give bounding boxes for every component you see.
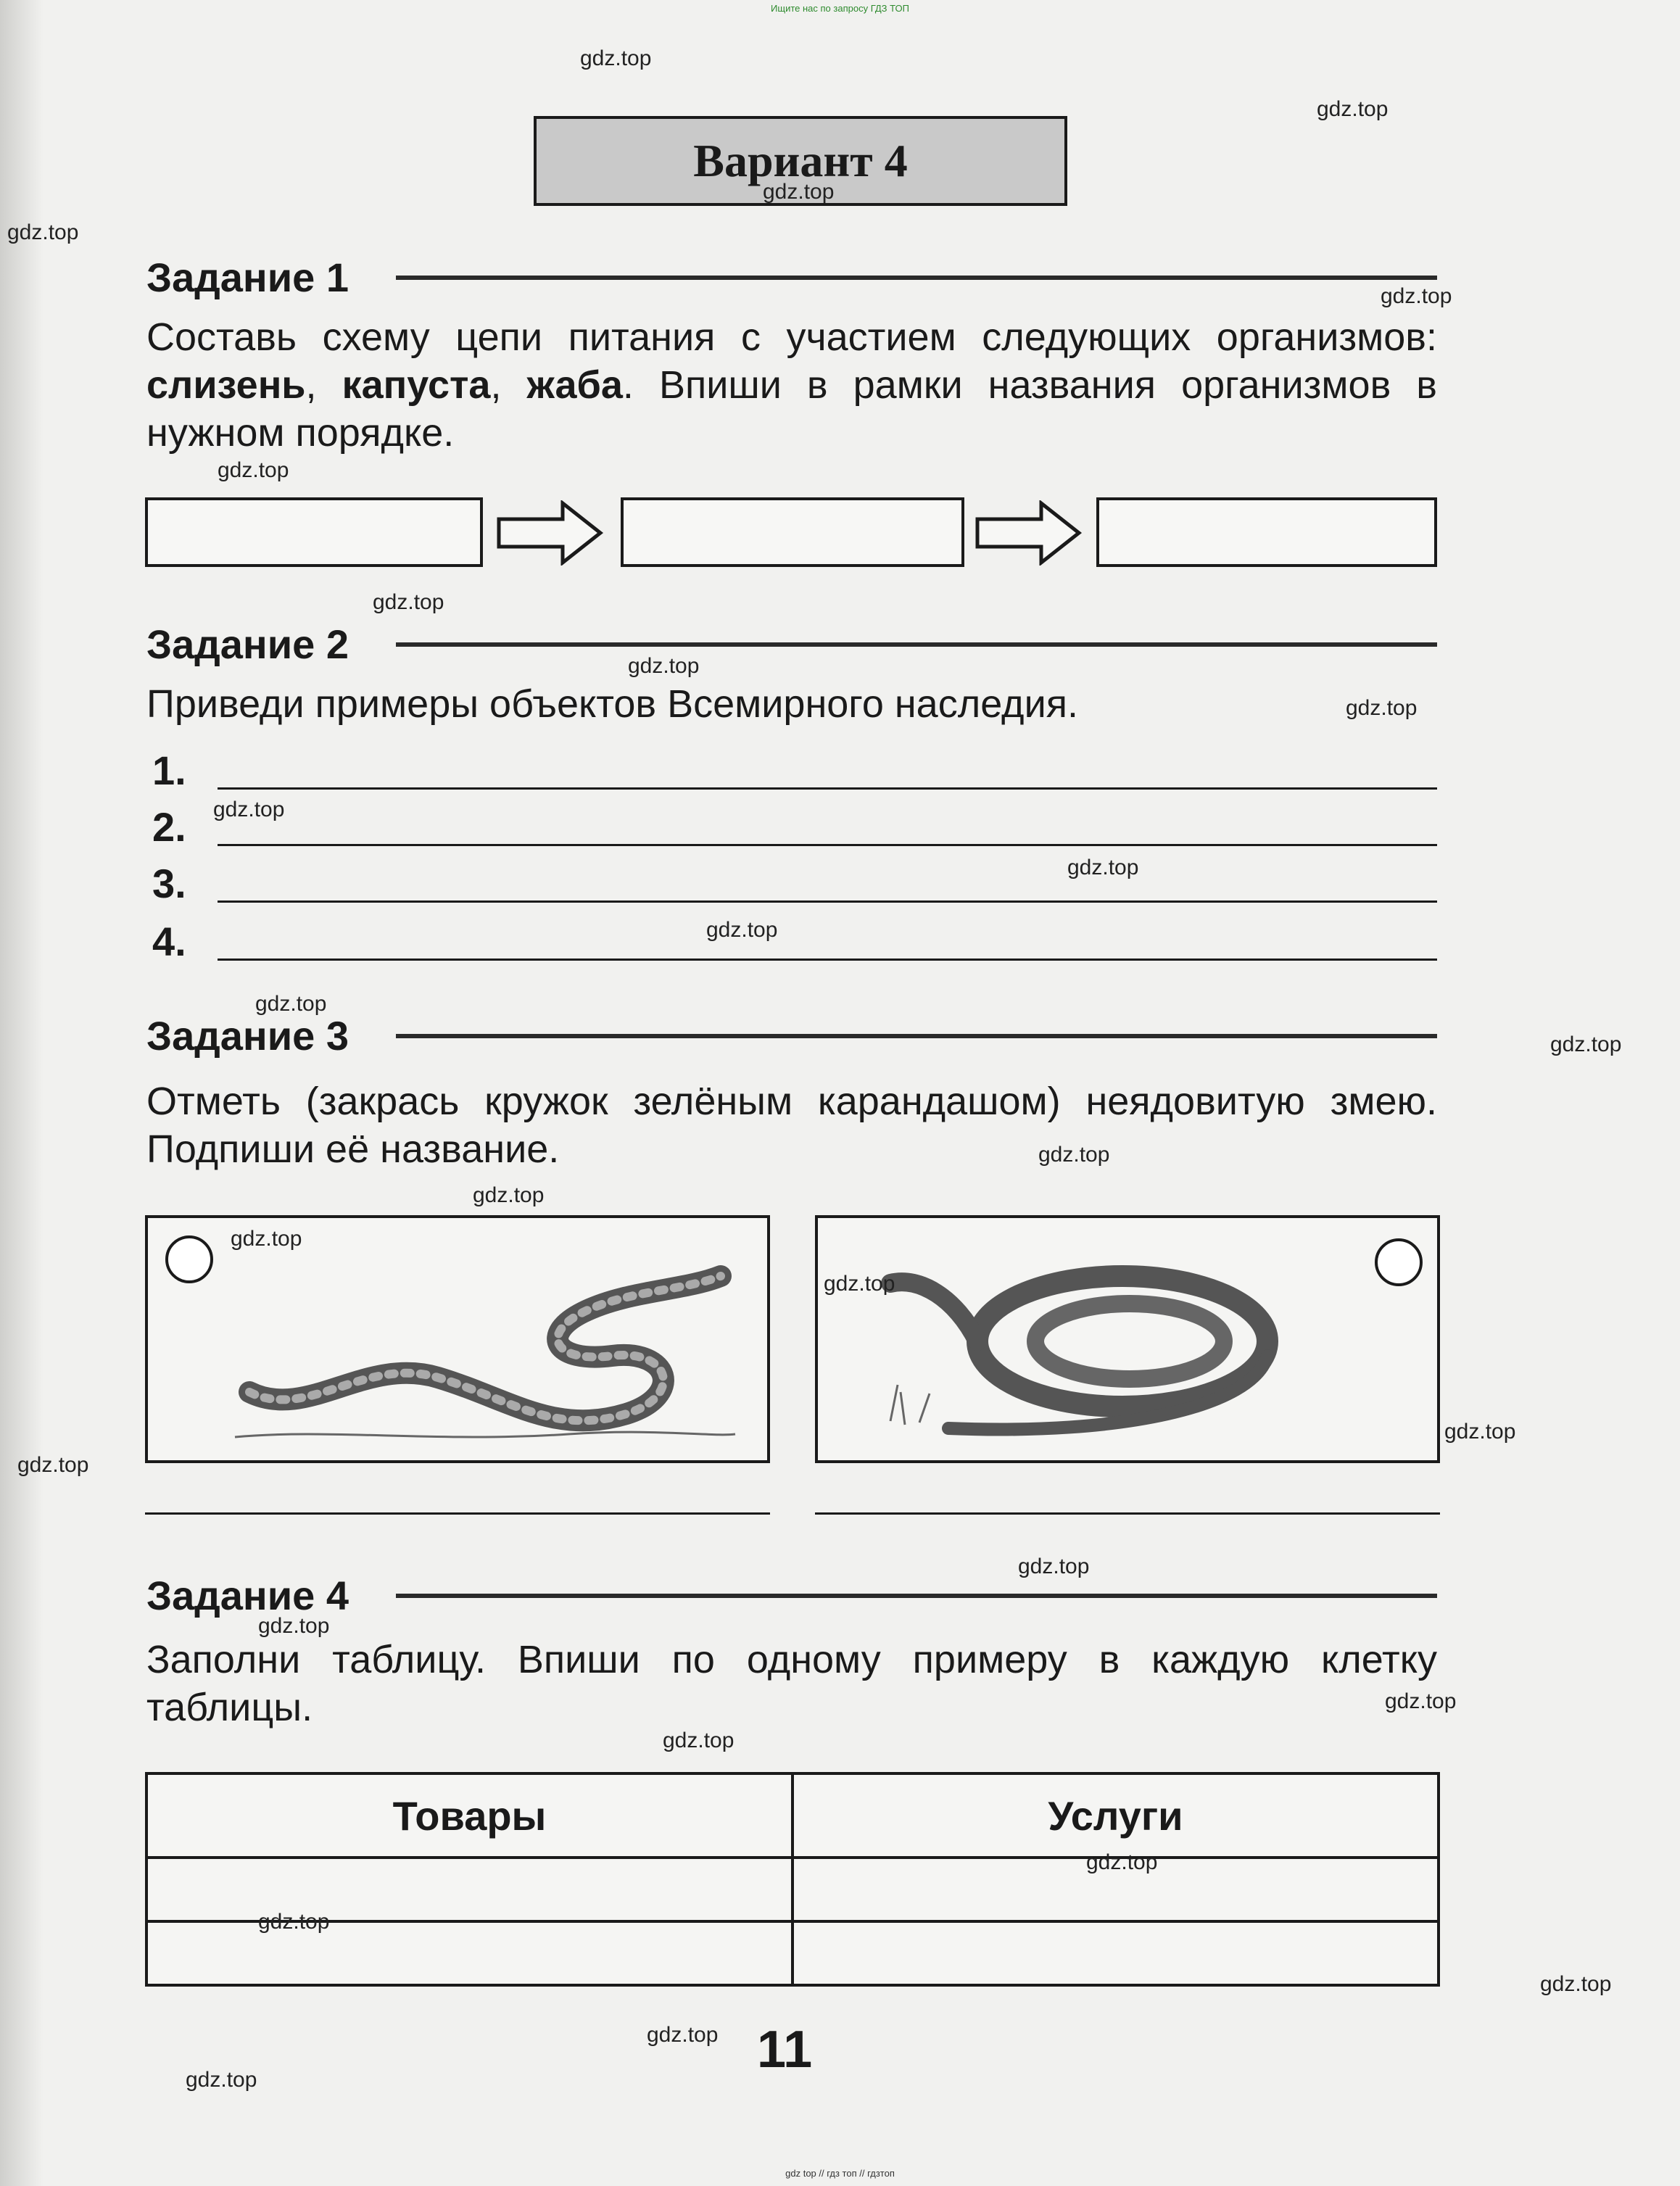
table-cell[interactable] <box>793 1921 1439 1985</box>
watermark: gdz.top <box>1317 97 1389 121</box>
watermark: gdz.top <box>255 992 327 1016</box>
snake-picture-1 <box>145 1215 770 1463</box>
watermark: gdz.top <box>1038 1143 1110 1167</box>
task-1-rule <box>396 276 1437 280</box>
watermark: gdz.top <box>218 458 289 482</box>
watermark: gdz.top <box>1018 1554 1090 1578</box>
watermark: gdz.top <box>1381 284 1452 308</box>
watermark: gdz.top <box>706 918 778 942</box>
page-edge-shadow <box>0 0 44 2186</box>
column-goods: Товары <box>146 1773 793 1858</box>
task-4-rule <box>396 1594 1437 1598</box>
task-2-rule <box>396 642 1437 647</box>
answer-line-4[interactable] <box>218 959 1437 961</box>
snake-2-name-line[interactable] <box>815 1512 1440 1515</box>
watermark: gdz.top <box>213 798 285 821</box>
grass-snake-icon <box>847 1233 1369 1450</box>
organism-3: жаба <box>526 363 623 407</box>
watermark: gdz.top <box>17 1453 89 1477</box>
watermark: gdz.top <box>258 1614 330 1638</box>
sep-2: , <box>490 363 527 407</box>
watermark: gdz.top <box>1550 1032 1622 1056</box>
top-note: Ищите нас по запросу ГДЗ ТОП <box>771 3 909 14</box>
watermark: gdz.top <box>647 2023 719 2047</box>
watermark: gdz.top <box>473 1183 545 1207</box>
chain-box-2[interactable] <box>621 497 964 567</box>
watermark: gdz.top <box>231 1227 302 1251</box>
answer-number-3: 3. <box>152 861 186 906</box>
watermark: gdz.top <box>258 1910 330 1934</box>
bottom-note: gdz top // гдз топ // гдзтоп <box>785 2168 895 2179</box>
sep-1: , <box>305 363 342 407</box>
task-1-title: Задание 1 <box>146 254 349 300</box>
snake-picture-2 <box>815 1215 1440 1463</box>
task-3-text: Отметь (закрась кружок зелёным карандашом) неядовитую змею. Подпиши её название. <box>146 1080 1437 1171</box>
chain-arrow-1-icon <box>496 500 605 566</box>
watermark: gdz.top <box>824 1272 895 1296</box>
watermark: gdz.top <box>1540 1972 1612 1996</box>
chain-box-3[interactable] <box>1096 497 1437 567</box>
task-1-text-before: Составь схему цепи питания с участием следующих организмов: <box>146 315 1437 359</box>
organism-2: капуста <box>342 363 491 407</box>
watermark: gdz.top <box>373 590 444 614</box>
answer-number-1: 1. <box>152 748 186 793</box>
watermark: gdz.top <box>763 180 835 204</box>
snake-2-mark-circle[interactable] <box>1375 1238 1423 1286</box>
variant-title: Вариант 4 <box>534 116 1067 206</box>
chain-box-1[interactable] <box>145 497 483 567</box>
chain-arrow-2-icon <box>975 500 1083 566</box>
answer-number-4: 4. <box>152 919 186 964</box>
task-4-text: Заполни таблицу. Впиши по одному примеру в каждую клетку таблицы. <box>146 1638 1437 1729</box>
table-row <box>146 1921 1439 1985</box>
table-header-row <box>146 1773 1439 1858</box>
answer-number-2: 2. <box>152 804 186 850</box>
table-cell[interactable] <box>146 1921 793 1985</box>
watermark: gdz.top <box>1346 696 1418 720</box>
watermark: gdz.top <box>663 1728 735 1752</box>
table-cell[interactable] <box>146 1858 793 1921</box>
task-2-text: Приведи примеры объектов Всемирного наследия. <box>146 682 1078 726</box>
watermark: gdz.top <box>1067 856 1139 879</box>
task-1-text-after: . Впиши в рамки названия организмов в нужном порядке. <box>146 363 1437 455</box>
organism-1: слизень <box>146 363 306 407</box>
snake-1-name-line[interactable] <box>145 1512 770 1515</box>
watermark: gdz.top <box>628 654 700 678</box>
page-number: 11 <box>757 2021 813 2079</box>
goods-services-table <box>145 1772 1440 1987</box>
task-2-title: Задание 2 <box>146 621 349 667</box>
answer-line-1[interactable] <box>218 787 1437 790</box>
table-row <box>146 1858 1439 1921</box>
answer-line-2[interactable] <box>218 844 1437 846</box>
task-3-title: Задание 3 <box>146 1013 349 1059</box>
task-1-text <box>146 313 1437 457</box>
watermark: gdz.top <box>1086 1850 1158 1874</box>
answer-line-3[interactable] <box>218 901 1437 903</box>
viper-snake-icon <box>220 1247 742 1450</box>
column-services: Услуги <box>793 1773 1439 1858</box>
watermark: gdz.top <box>1444 1420 1516 1444</box>
watermark: gdz.top <box>580 46 652 70</box>
snake-1-mark-circle[interactable] <box>165 1235 213 1283</box>
task-4-title: Задание 4 <box>146 1573 349 1618</box>
watermark: gdz.top <box>7 220 79 244</box>
task-3-rule <box>396 1034 1437 1038</box>
watermark: gdz.top <box>186 2068 257 2092</box>
watermark: gdz.top <box>1385 1689 1457 1713</box>
